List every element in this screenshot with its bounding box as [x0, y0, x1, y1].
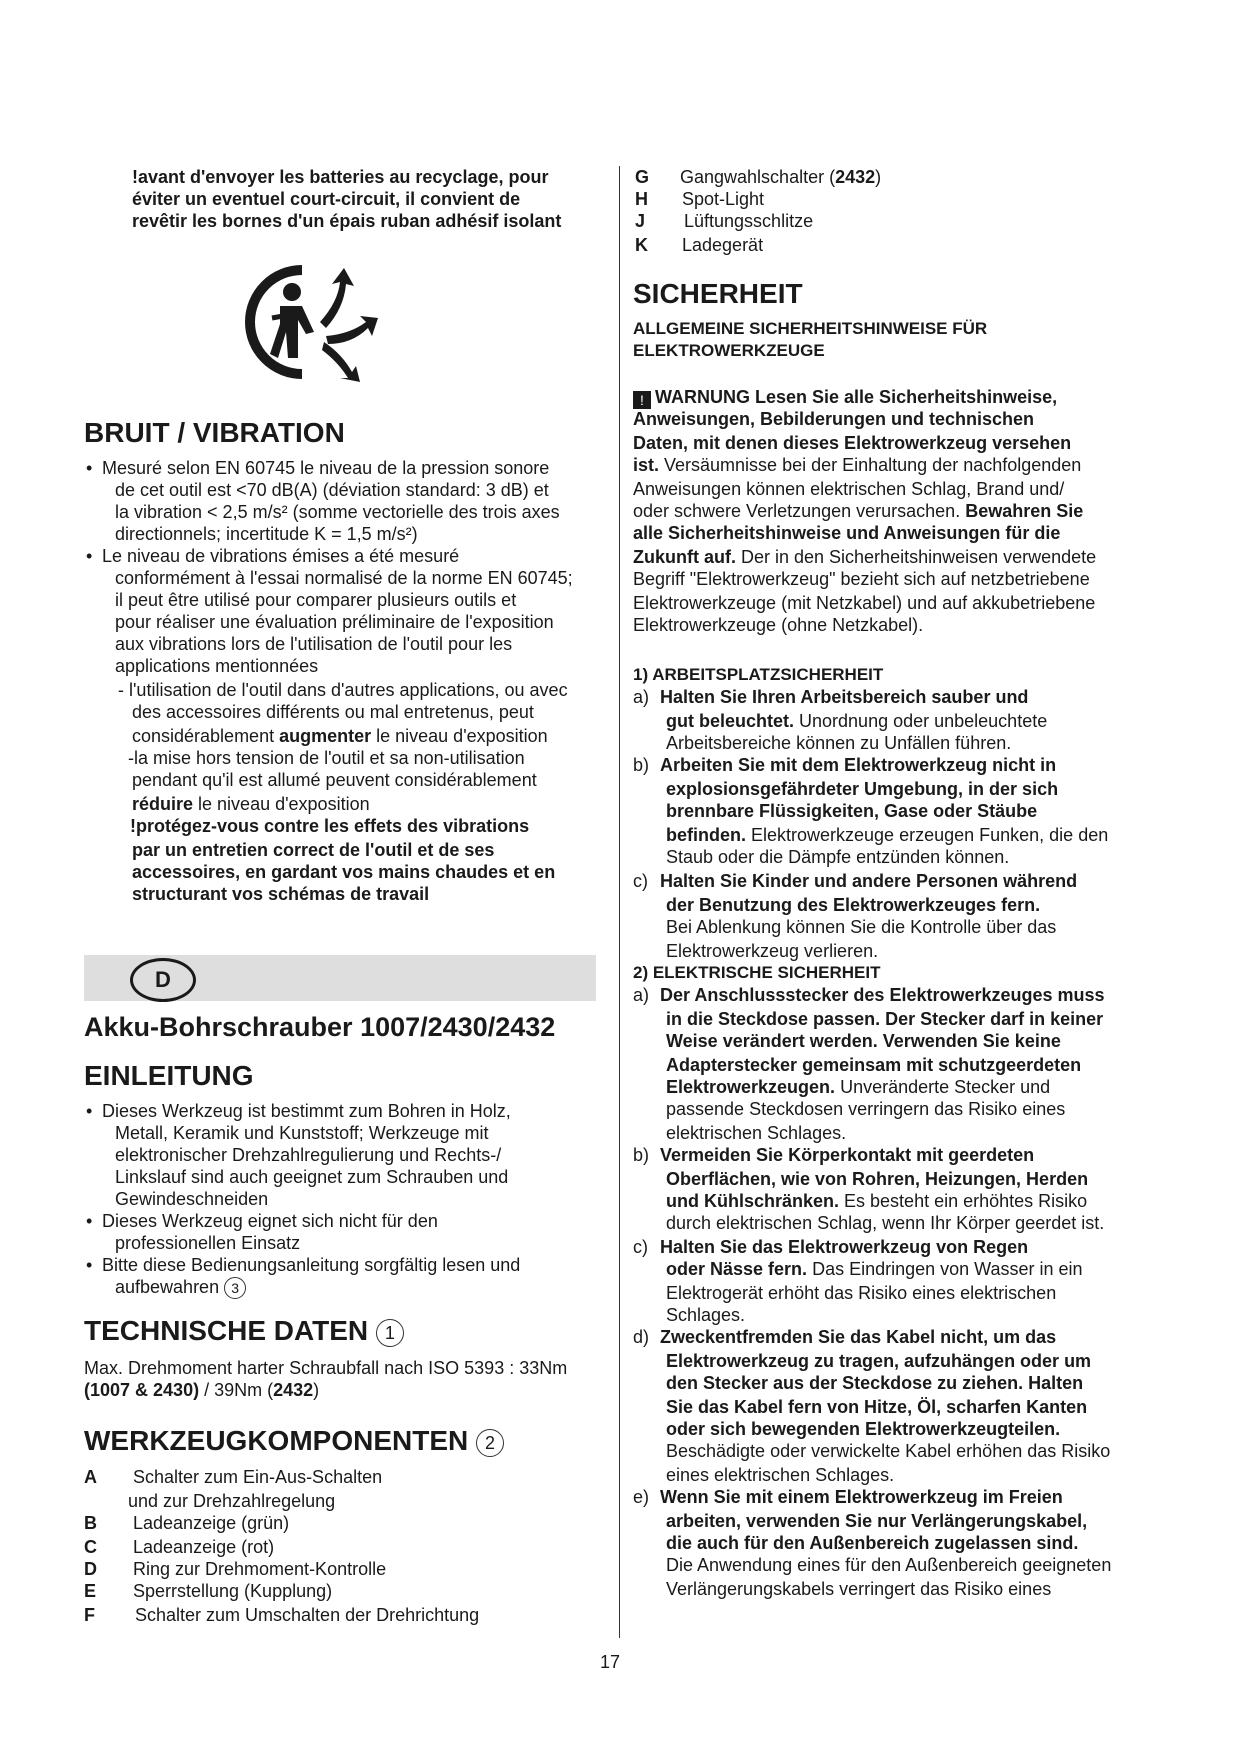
item-line: Elektrogerät erhöht das Risiko eines elektrischen [666, 1283, 1057, 1303]
component-letter: K [635, 235, 648, 255]
werkzeugkomponenten-title: WERKZEUGKOMPONENTEN 2 [84, 1425, 504, 1457]
item-line: Arbeiten Sie mit dem Elektrowerkzeug nicht in [660, 755, 1057, 775]
item-line: Die Anwendung eines für den Außenbereich geeigneten [666, 1555, 1112, 1575]
component-letter: F [84, 1605, 95, 1625]
bruit-line: il peut être utilisé pour comparer plusieurs outils et [115, 590, 517, 610]
component-text: Ladeanzeige (grün) [133, 1513, 290, 1533]
item-line: Elektrowerkzeug verlieren. [666, 941, 879, 961]
recycle-note-line: éviter un eventuel court-circuit, il convient de [132, 189, 521, 209]
component-letter: J [635, 211, 646, 231]
item-line: Der Anschlussstecker des Elektrowerkzeuges muss [660, 985, 1105, 1005]
warning-line: Daten, mit denen dieses Elektrowerkzeug versehen [633, 433, 1072, 453]
item-line: Halten Sie Kinder und andere Personen während [660, 871, 1078, 891]
language-badge: D [130, 958, 196, 1002]
component-letter: B [84, 1513, 97, 1533]
component-letter: C [84, 1537, 97, 1557]
bruit-protect: accessoires, en gardant vos mains chaudes et en [132, 862, 556, 882]
item-marker: e) [633, 1487, 650, 1507]
component-text: Gangwahlschalter (2432) [680, 167, 882, 187]
item-line: Bei Ablenkung können Sie die Kontrolle über das [666, 917, 1057, 937]
technische-daten-title: TECHNISCHE DATEN 1 [84, 1315, 404, 1347]
bruit-line: la vibration < 2,5 m/s² (somme vectorielle des trois axes [115, 502, 560, 522]
item-line: den Stecker aus der Steckdose zu ziehen. Halten [666, 1373, 1084, 1393]
einleitung-line: aufbewahren 3 [115, 1276, 246, 1299]
figure-ref: 3 [224, 1277, 246, 1299]
item-marker: b) [633, 755, 650, 775]
component-text: Spot-Light [682, 189, 765, 209]
item-line: Wenn Sie mit einem Elektrowerkzeug im Freien [660, 1487, 1063, 1507]
bruit-subitem: réduire le niveau d'exposition [132, 794, 370, 814]
einleitung-line: Metall, Keramik und Kunststoff; Werkzeuge mit [115, 1123, 489, 1143]
item-line: in die Steckdose passen. Der Stecker darf in keiner [666, 1009, 1104, 1029]
item-line: Halten Sie das Elektrowerkzeug von Regen [660, 1237, 1029, 1257]
warning-line: Zukunft auf. Der in den Sicherheitshinweisen verwendete [633, 547, 1097, 567]
item-line: Vermeiden Sie Körperkontakt mit geerdeten [660, 1145, 1035, 1165]
bruit-line: directionnels; incertitude K = 1,5 m/s²) [115, 524, 418, 544]
einleitung-line: Linkslauf sind auch geeignet zum Schrauben und [115, 1167, 509, 1187]
warning-line: Elektrowerkzeuge (ohne Netzkabel). [633, 615, 924, 635]
item-line: Beschädigte oder verwickelte Kabel erhöhen das Risiko [666, 1441, 1111, 1461]
triman-recycling-icon [242, 262, 382, 382]
item-line: Elektrowerkzeugen. Unveränderte Stecker und [666, 1077, 1051, 1097]
item-line: Adapterstecker gemeinsam mit schutzgeerdeten [666, 1055, 1082, 1075]
item-marker: c) [633, 1237, 648, 1257]
component-letter: G [635, 167, 650, 187]
item-line: Zweckentfremden Sie das Kabel nicht, um das [660, 1327, 1057, 1347]
item-line: Oberflächen, wie von Rohren, Heizungen, Herden [666, 1169, 1089, 1189]
section-title: 2) ELEKTRISCHE SICHERHEIT [633, 963, 881, 982]
item-line: Halten Sie Ihren Arbeitsbereich sauber und [660, 687, 1029, 707]
bruit-subitem: considérablement augmenter le niveau d'exposition [132, 726, 548, 746]
item-line: oder sich bewegenden Elektrowerkzeugteilen. [666, 1419, 1061, 1439]
item-line: gut beleuchtet. Unordnung oder unbeleuchtete [666, 711, 1048, 731]
bruit-line: aux vibrations lors de l'utilisation de l'outil pour les [115, 634, 513, 654]
bruit-protect: structurant vos schémas de travail [132, 884, 430, 904]
item-line: brennbare Flüssigkeiten, Gase oder Stäube [666, 801, 1038, 821]
allgemein-title: ELEKTROWERKZEUGE [633, 341, 825, 360]
warning-line: ist. Versäumnisse bei der Einhaltung der nachfolgenden [633, 455, 1082, 475]
item-line: Staub oder die Dämpfe entzünden können. [666, 847, 1010, 867]
allgemein-title: ALLGEMEINE SICHERHEITSHINWEISE FÜR [633, 319, 988, 338]
bruit-line: pour réaliser une évaluation préliminaire de l'exposition [115, 612, 554, 632]
component-letter: E [84, 1581, 97, 1601]
warning-line: Anweisungen, Bebilderungen und technischen [633, 409, 1035, 429]
product-title: Akku-Bohrschrauber 1007/2430/2432 [84, 1012, 556, 1042]
component-text: Schalter zum Ein-Aus-Schalten [133, 1467, 383, 1487]
warning-line: ! WARNUNG Lesen Sie alle Sicherheitshinweise, [633, 386, 1057, 409]
einleitung-bullet: • Bitte diese Bedienungsanleitung sorgfältig lesen und [102, 1254, 520, 1276]
bruit-line: conformément à l'essai normalisé de la norme EN 60745; [115, 568, 573, 588]
item-line: arbeiten, verwenden Sie nur Verlängerungskabel, [666, 1511, 1088, 1531]
einleitung-line: Gewindeschneiden [115, 1189, 269, 1209]
component-letter: D [84, 1559, 97, 1579]
item-line: der Benutzung des Elektrowerkzeuges fern. [666, 895, 1041, 915]
warning-line: oder schwere Verletzungen verursachen. Bewahren Sie [633, 501, 1084, 521]
einleitung-line: elektronischer Drehzahlregulierung und Rechts-/ [115, 1145, 502, 1165]
component-letter: A [84, 1467, 97, 1487]
warning-line: Elektrowerkzeuge (mit Netzkabel) und auf akkubetriebene [633, 593, 1096, 613]
item-line: und Kühlschränken. Es besteht ein erhöhtes Risiko [666, 1191, 1088, 1211]
component-text: Lüftungsschlitze [684, 211, 814, 231]
bruit-subitem: -la mise hors tension de l'outil et sa non-utilisation [128, 748, 525, 768]
figure-ref: 2 [476, 1429, 504, 1457]
column-divider [619, 166, 620, 1638]
bruit-protect: par un entretien correct de l'outil et de ses [132, 840, 495, 860]
item-line: oder Nässe fern. Das Eindringen von Wasser in ein [666, 1259, 1083, 1279]
bruit-bullet: • Mesuré selon EN 60745 le niveau de la pression sonore [102, 457, 549, 479]
bruit-subitem: des accessoires différents ou mal entretenus, peut [132, 702, 534, 722]
bruit-subitem: pendant qu'il est allumé peuvent considérablement [132, 770, 537, 790]
item-line: durch elektrischen Schlag, wenn Ihr Körper geerdet ist. [666, 1213, 1105, 1233]
item-line: die auch für den Außenbereich zugelassen sind. [666, 1533, 1079, 1553]
component-text: Schalter zum Umschalten der Drehrichtung [135, 1605, 480, 1625]
bruit-bullet: • Le niveau de vibrations émises a été mesuré [102, 545, 459, 567]
item-line: befinden. Elektrowerkzeuge erzeugen Funken, die den [666, 825, 1109, 845]
warning-line: Begriff "Elektrowerkzeug" bezieht sich auf netzbetriebene [633, 569, 1090, 589]
item-line: Weise verändert werden. Verwenden Sie keine [666, 1031, 1061, 1051]
component-text: Ring zur Drehmoment-Kontrolle [133, 1559, 387, 1579]
item-line: passende Steckdosen verringern das Risiko eines [666, 1099, 1066, 1119]
item-line: eines elektrischen Schlages. [666, 1465, 895, 1485]
einleitung-bullet: • Dieses Werkzeug eignet sich nicht für den [102, 1210, 438, 1232]
item-line: Schlages. [666, 1305, 746, 1325]
item-line: Sie das Kabel fern von Hitze, Öl, scharfen Kanten [666, 1397, 1088, 1417]
figure-ref: 1 [376, 1319, 404, 1347]
warning-line: alle Sicherheitshinweise und Anweisungen für die [633, 523, 1061, 543]
item-marker: b) [633, 1145, 650, 1165]
item-line: Verlängerungskabels verringert das Risiko eines [666, 1579, 1052, 1599]
recycle-note-line: revêtir les bornes d'un épais ruban adhésif isolant [132, 211, 562, 231]
tech-line: (1007 & 2430) / 39Nm (2432) [84, 1380, 320, 1400]
bruit-title: BRUIT / VIBRATION [84, 417, 345, 448]
section-title: 1) ARBEITSPLATZSICHERHEIT [633, 665, 884, 684]
page-number: 17 [600, 1652, 621, 1672]
sicherheit-title: SICHERHEIT [633, 278, 803, 309]
item-line: elektrischen Schlages. [666, 1123, 847, 1143]
item-marker: a) [633, 687, 650, 707]
item-marker: d) [633, 1327, 650, 1347]
item-line: Arbeitsbereiche können zu Unfällen führen. [666, 733, 1012, 753]
recycle-note-line: !avant d'envoyer les batteries au recyclage, pour [132, 167, 549, 187]
tech-line: Max. Drehmoment harter Schraubfall nach ISO 5393 : 33Nm [84, 1358, 568, 1378]
warning-line: Anweisungen können elektrischen Schlag, Brand und/ [633, 479, 1065, 499]
component-text: Sperrstellung (Kupplung) [133, 1581, 333, 1601]
component-text: Ladegerät [682, 235, 764, 255]
bruit-subitem: - l'utilisation de l'outil dans d'autres applications, ou avec [118, 680, 568, 700]
bruit-protect: !protégez-vous contre les effets des vibrations [130, 816, 530, 836]
item-line: Elektrowerkzeug zu tragen, aufzuhängen oder um [666, 1351, 1092, 1371]
component-letter: H [635, 189, 648, 209]
einleitung-title: EINLEITUNG [84, 1060, 254, 1091]
einleitung-line: professionellen Einsatz [115, 1233, 301, 1253]
item-marker: c) [633, 871, 648, 891]
component-text: Ladeanzeige (rot) [133, 1537, 275, 1557]
einleitung-bullet: • Dieses Werkzeug ist bestimmt zum Bohren in Holz, [102, 1100, 511, 1122]
warning-icon: ! [633, 391, 651, 409]
bruit-line: de cet outil est <70 dB(A) (déviation standard: 3 dB) et [115, 480, 549, 500]
bruit-line: applications mentionnées [115, 656, 319, 676]
component-text: und zur Drehzahlregelung [128, 1491, 336, 1511]
item-line: explosionsgefährdeter Umgebung, in der sich [666, 779, 1059, 799]
item-marker: a) [633, 985, 650, 1005]
